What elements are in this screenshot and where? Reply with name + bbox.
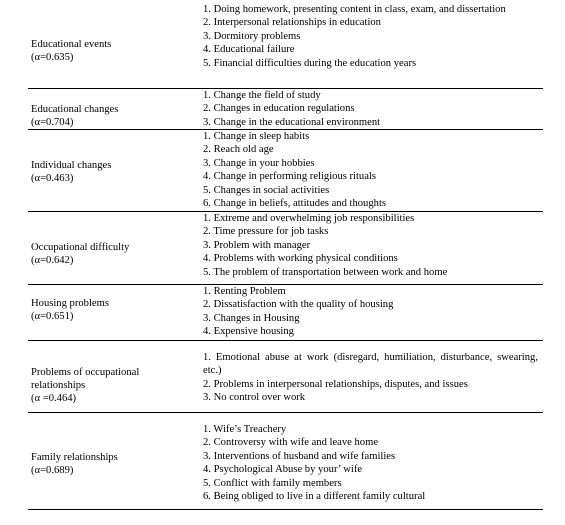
category-alpha: (α=0.651) (31, 311, 74, 322)
list-item: 3. Dormitory problems (203, 30, 301, 42)
table-row (28, 412, 543, 510)
category-name: Family relationships (31, 452, 118, 463)
list-item: 2. Changes in education regulations (203, 103, 355, 115)
list-item: 3. Change in your hobbies (203, 157, 315, 169)
items-cell (203, 3, 538, 70)
list-item: 4. Problems with working physical conditions (203, 253, 398, 265)
table-row (28, 284, 543, 341)
category-cell (31, 297, 191, 323)
list-item: 3. Interventions of husband and wife families (203, 450, 396, 462)
category-cell (31, 38, 191, 64)
list-item: 4. Expensive housing (203, 326, 294, 338)
category-alpha: (α=0.689) (31, 465, 74, 476)
list-item: 2. Controversy with wife and leave home (203, 437, 379, 449)
list-item: 3. Changes in Housing (203, 312, 300, 324)
list-item: 1. Change the field of study (203, 90, 321, 101)
category-alpha: (α=0.704) (31, 117, 74, 128)
category-cell (31, 159, 191, 185)
table-row (28, 88, 543, 130)
category-name: Educational events (31, 39, 112, 50)
category-alpha: (α=0.635) (31, 52, 74, 63)
category-cell (31, 451, 191, 477)
items-cell (203, 130, 538, 210)
category-name: Problems of occupational relationships (31, 367, 140, 391)
list-item: 1. Change in sleep habits (203, 131, 310, 142)
category-alpha: (α=0.463) (31, 173, 74, 184)
list-item: 4. Change in performing religious rituals (203, 171, 376, 183)
list-item: 1. Doing homework, presenting content in class, exam, and dissertation (203, 4, 506, 15)
table-row (28, 211, 543, 285)
items-cell (203, 212, 538, 279)
category-name: Housing problems (31, 298, 109, 309)
items-cell (203, 351, 538, 405)
category-name: Educational changes (31, 104, 119, 115)
category-name: Occupational difficulty (31, 242, 130, 253)
list-item: 5. The problem of transportation between work and home (203, 266, 448, 278)
category-alpha: (α=0.642) (31, 255, 74, 266)
category-cell (31, 241, 191, 267)
items-cell (203, 285, 538, 339)
list-item: 2. Interpersonal relationships in education (203, 17, 381, 29)
list-item: 2. Dissatisfaction with the quality of housing (203, 299, 394, 311)
category-cell (31, 103, 191, 129)
list-item: 5. Conflict with family members (203, 477, 342, 489)
list-item: 4. Educational failure (203, 44, 295, 56)
list-item: 6. Change in beliefs, attitudes and thoughts (203, 198, 387, 210)
category-cell (31, 366, 171, 405)
list-item: 4. Psychological Abuse by your’ wife (203, 464, 363, 476)
list-item: 2. Time pressure for job tasks (203, 226, 329, 238)
list-item: 3. Problem with manager (203, 239, 311, 251)
list-item: 6. Being obliged to live in a different family cultural (203, 491, 426, 503)
list-item: 1. Renting Problem (203, 286, 286, 297)
items-cell (203, 89, 538, 129)
items-cell (203, 423, 538, 503)
table-row (28, 0, 543, 88)
list-item: 5. Changes in social activities (203, 184, 330, 196)
list-item: 1. Emotional abuse at work (disregard, humiliation, disturbance, swearing, etc.) (203, 352, 538, 377)
list-item: 3. No control over work (203, 392, 306, 404)
list-item: 5. Financial difficulties during the education years (203, 57, 417, 69)
table-row (28, 129, 543, 212)
list-item: 1. Extreme and overwhelming job responsibilities (203, 213, 415, 224)
list-item: 2. Reach old age (203, 144, 274, 156)
table-row (28, 340, 543, 413)
category-alpha: (α =0.464) (31, 393, 77, 404)
list-item: 1. Wife’s Treachery (203, 424, 287, 435)
category-name: Individual changes (31, 160, 112, 171)
list-item: 2. Problems in interpersonal relationships, disputes, and issues (203, 378, 468, 390)
list-item: 3. Change in the educational environment (203, 116, 381, 128)
